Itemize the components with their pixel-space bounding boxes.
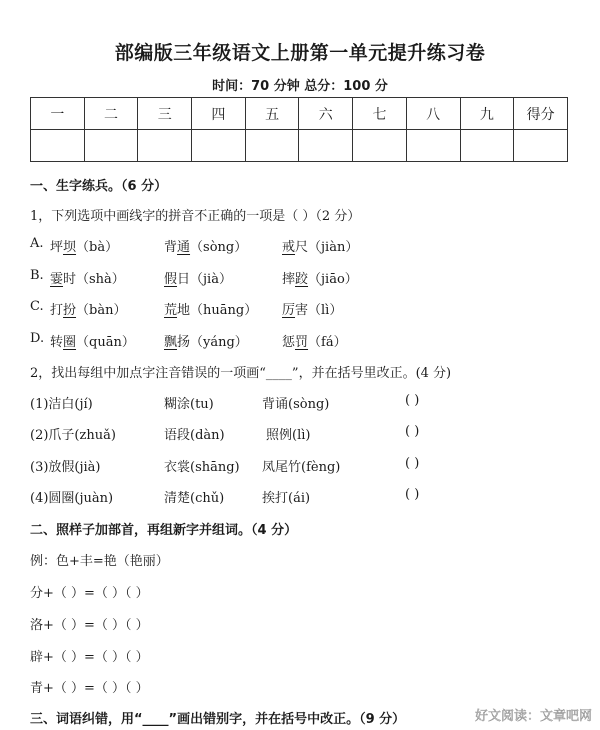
q2-item: 照例(lì) <box>266 428 311 443</box>
section-1-heading: 一、生字练兵。（6 分） <box>30 179 168 194</box>
option-word: 打扮（bàn） <box>50 303 127 318</box>
option-word: 背通（sòng） <box>164 240 248 255</box>
watermark: 好文阅读：文章吧网 <box>474 709 592 724</box>
q2-item: 衣裳(shāng) <box>164 460 240 475</box>
answer-parentheses[interactable]: ( ) <box>405 487 420 502</box>
score-cell[interactable] <box>353 130 407 162</box>
score-cell[interactable] <box>138 130 192 162</box>
q2-item: 背诵(sòng) <box>262 397 330 412</box>
q2-item: (3)放假(jià) <box>30 460 101 475</box>
score-header-cell: 二 <box>84 98 138 130</box>
radical-row[interactable]: 青+（ ）=（ ）（ ） <box>30 681 149 696</box>
option-label: A. <box>30 236 44 251</box>
q2-item: (1)洁白(jí) <box>30 397 93 412</box>
page-title: 部编版三年级语文上册第一单元提升练习卷 <box>114 42 486 64</box>
q2-item: 语段(dàn) <box>164 428 225 443</box>
option-label: B. <box>30 268 44 283</box>
option-word: 戒尺（jiàn） <box>282 240 359 255</box>
score-cell[interactable] <box>406 130 460 162</box>
score-header-cell: 七 <box>353 98 407 130</box>
score-header-cell: 得分 <box>514 98 568 130</box>
option-word: 转圈（quān） <box>50 335 135 350</box>
q2-item: (2)爪子(zhuǎ) <box>30 428 116 443</box>
exam-info: 时间：70 分钟 总分：100 分 <box>212 79 388 94</box>
section-2-example: 例：色+丰=艳（艳丽） <box>30 554 169 569</box>
option-word: 飘扬（yáng） <box>164 335 248 350</box>
score-table-header-row <box>31 98 568 130</box>
option-label: D. <box>30 331 45 346</box>
score-table-blank-row <box>31 130 568 162</box>
option-word: 坪坝（bà） <box>50 240 119 255</box>
score-header-cell: 九 <box>460 98 514 130</box>
radical-row[interactable]: 分+（ ）=（ ）（ ） <box>30 586 149 601</box>
score-table <box>30 97 568 162</box>
score-cell[interactable] <box>192 130 246 162</box>
score-header-cell: 五 <box>245 98 299 130</box>
option-word: 摔跤（jiāo） <box>282 272 358 287</box>
score-cell[interactable] <box>514 130 568 162</box>
section-3-heading: 三、词语纠错，用“____”画出错别字，并在括号中改正。（9 分） <box>30 712 406 727</box>
q2-item: 凤尾竹(fèng) <box>262 460 341 475</box>
score-header-cell: 四 <box>192 98 246 130</box>
answer-parentheses[interactable]: ( ) <box>405 424 420 439</box>
score-cell[interactable] <box>84 130 138 162</box>
q2-item: 挨打(ái) <box>262 491 311 506</box>
score-header-cell: 一 <box>31 98 85 130</box>
question-1-text: 1，下列选项中画线字的拼音不正确的一项是（ ）（2 分） <box>30 209 361 224</box>
question-2-text: 2，找出每组中加点字注音错误的一项画“____”，并在括号里改正。(4 分) <box>30 366 452 381</box>
score-header-cell: 三 <box>138 98 192 130</box>
q2-item: 清楚(chǔ) <box>164 491 225 506</box>
answer-parentheses[interactable]: ( ) <box>405 456 420 471</box>
score-cell[interactable] <box>299 130 353 162</box>
score-header-cell: 六 <box>299 98 353 130</box>
option-word: 霎时（shà） <box>50 272 125 287</box>
score-cell[interactable] <box>245 130 299 162</box>
radical-row[interactable]: 洛+（ ）=（ ）（ ） <box>30 618 149 633</box>
score-cell[interactable] <box>31 130 85 162</box>
q2-item: 糊涂(tu) <box>164 397 214 412</box>
option-word: 假日（jià） <box>164 272 232 287</box>
option-word: 惩罚（fá） <box>282 335 347 350</box>
option-word: 荒地（huāng） <box>164 303 258 318</box>
q2-item: (4)圆圈(juàn) <box>30 491 114 506</box>
score-header-cell: 八 <box>406 98 460 130</box>
option-label: C. <box>30 299 44 314</box>
score-cell[interactable] <box>460 130 514 162</box>
radical-row[interactable]: 辟+（ ）=（ ）（ ） <box>30 650 149 665</box>
section-2-heading: 二、照样子加部首，再组新字并组词。（4 分） <box>30 523 298 538</box>
option-word: 厉害（lì） <box>282 303 343 318</box>
answer-parentheses[interactable]: ( ) <box>405 393 420 408</box>
